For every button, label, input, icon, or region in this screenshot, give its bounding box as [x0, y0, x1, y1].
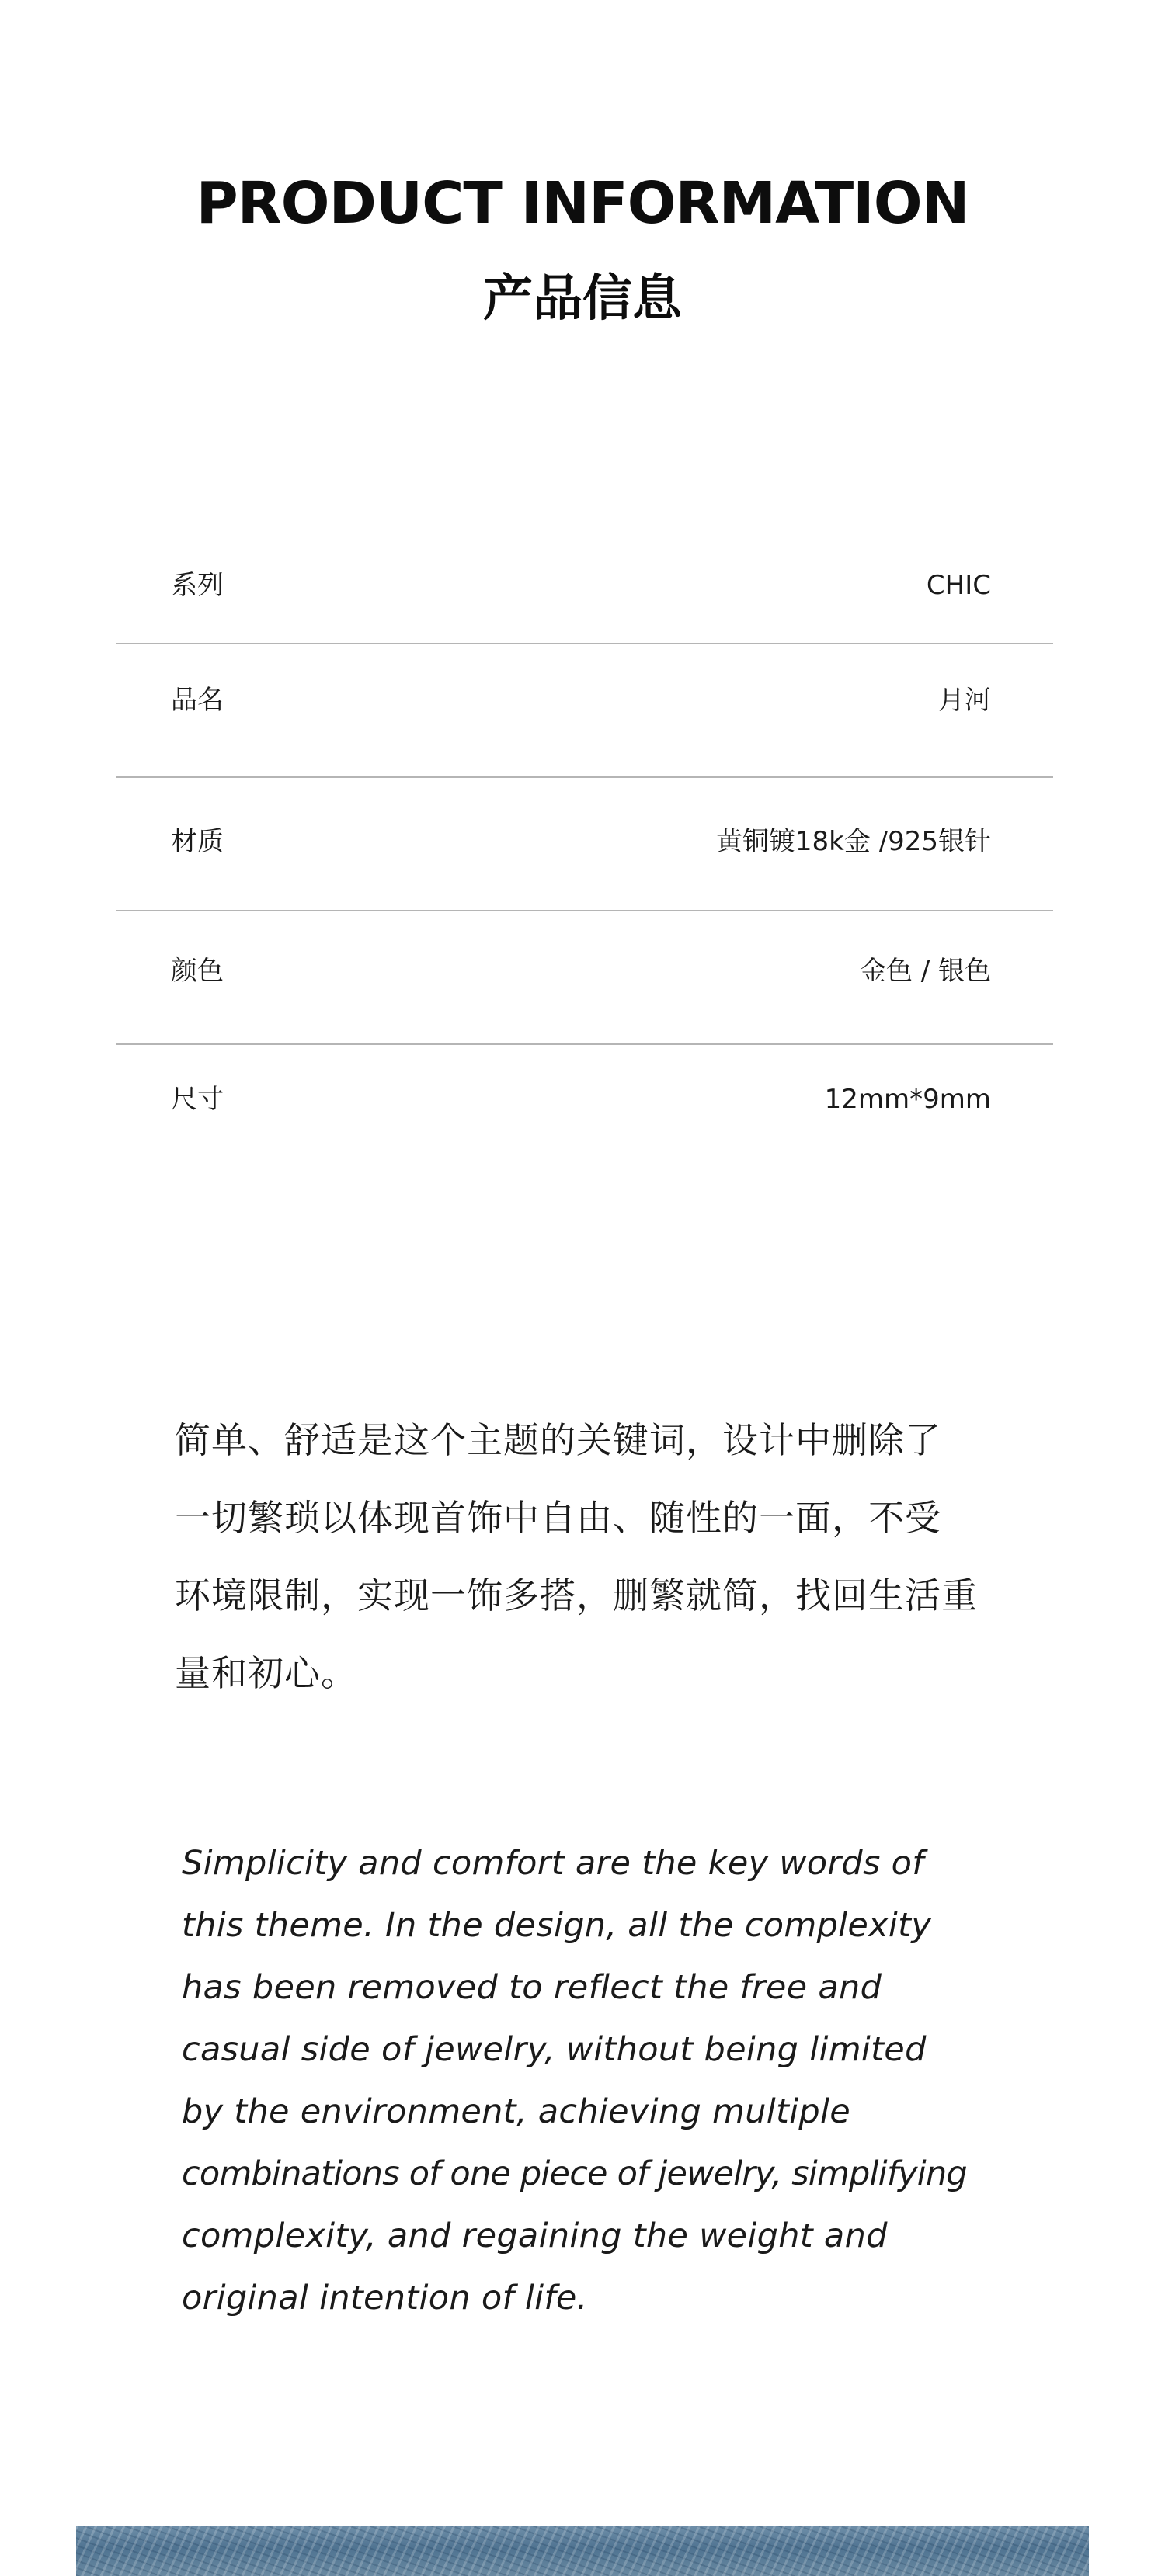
description-en-line: has been removed to reflect the free and [182, 1968, 882, 2007]
spec-row-color [116, 911, 1053, 1045]
description-en-line: original intention of life. [182, 2279, 588, 2317]
description-en [182, 1832, 989, 2329]
spec-value: 金色 / 银色 [859, 956, 991, 987]
water-texture-image [76, 2526, 1089, 2576]
spec-row-name [116, 644, 1053, 778]
description-en-line: casual side of jewelry, without being limited [182, 2030, 927, 2069]
spec-label: 品名 [171, 685, 224, 716]
description-en-line: complexity, and regaining the weight and [182, 2217, 888, 2255]
spec-row-series [116, 536, 1053, 644]
spec-label: 系列 [171, 570, 224, 601]
description-cn [175, 1401, 998, 1712]
description-cn-line: 简单、舒适是这个主题的关键词，设计中删除了 [175, 1419, 941, 1461]
description-en-line: by the environment, achieving multiple [182, 2092, 851, 2131]
spec-table [116, 536, 1053, 1179]
description-en-line: this theme. In the design, all the complexity [182, 1906, 932, 1945]
spec-row-material [116, 778, 1053, 911]
spec-label: 尺寸 [171, 1084, 224, 1115]
page-title-cn: 产品信息 [483, 270, 682, 328]
page-title-en: PRODUCT INFORMATION [196, 170, 969, 237]
description-en-line: Simplicity and comfort are the key words of [182, 1844, 924, 1883]
spec-row-size [116, 1045, 1053, 1179]
description-cn-line: 一切繁琐以体现首饰中自由、随性的一面，不受 [175, 1497, 941, 1539]
description-cn-line: 量和初心。 [175, 1652, 357, 1694]
spec-value: 12mm*9mm [824, 1084, 991, 1115]
spec-value: 黄铜镀18k金 /925银针 [715, 826, 991, 857]
description-cn-line: 环境限制，实现一饰多搭，删繁就简，找回生活重 [175, 1574, 978, 1616]
spec-label: 材质 [171, 826, 224, 857]
description-en-line: combinations of one piece of jewelry, simplifying [182, 2154, 967, 2193]
spec-value: 月河 [938, 685, 991, 716]
spec-label: 颜色 [171, 956, 224, 987]
spec-value: CHIC [926, 570, 991, 601]
